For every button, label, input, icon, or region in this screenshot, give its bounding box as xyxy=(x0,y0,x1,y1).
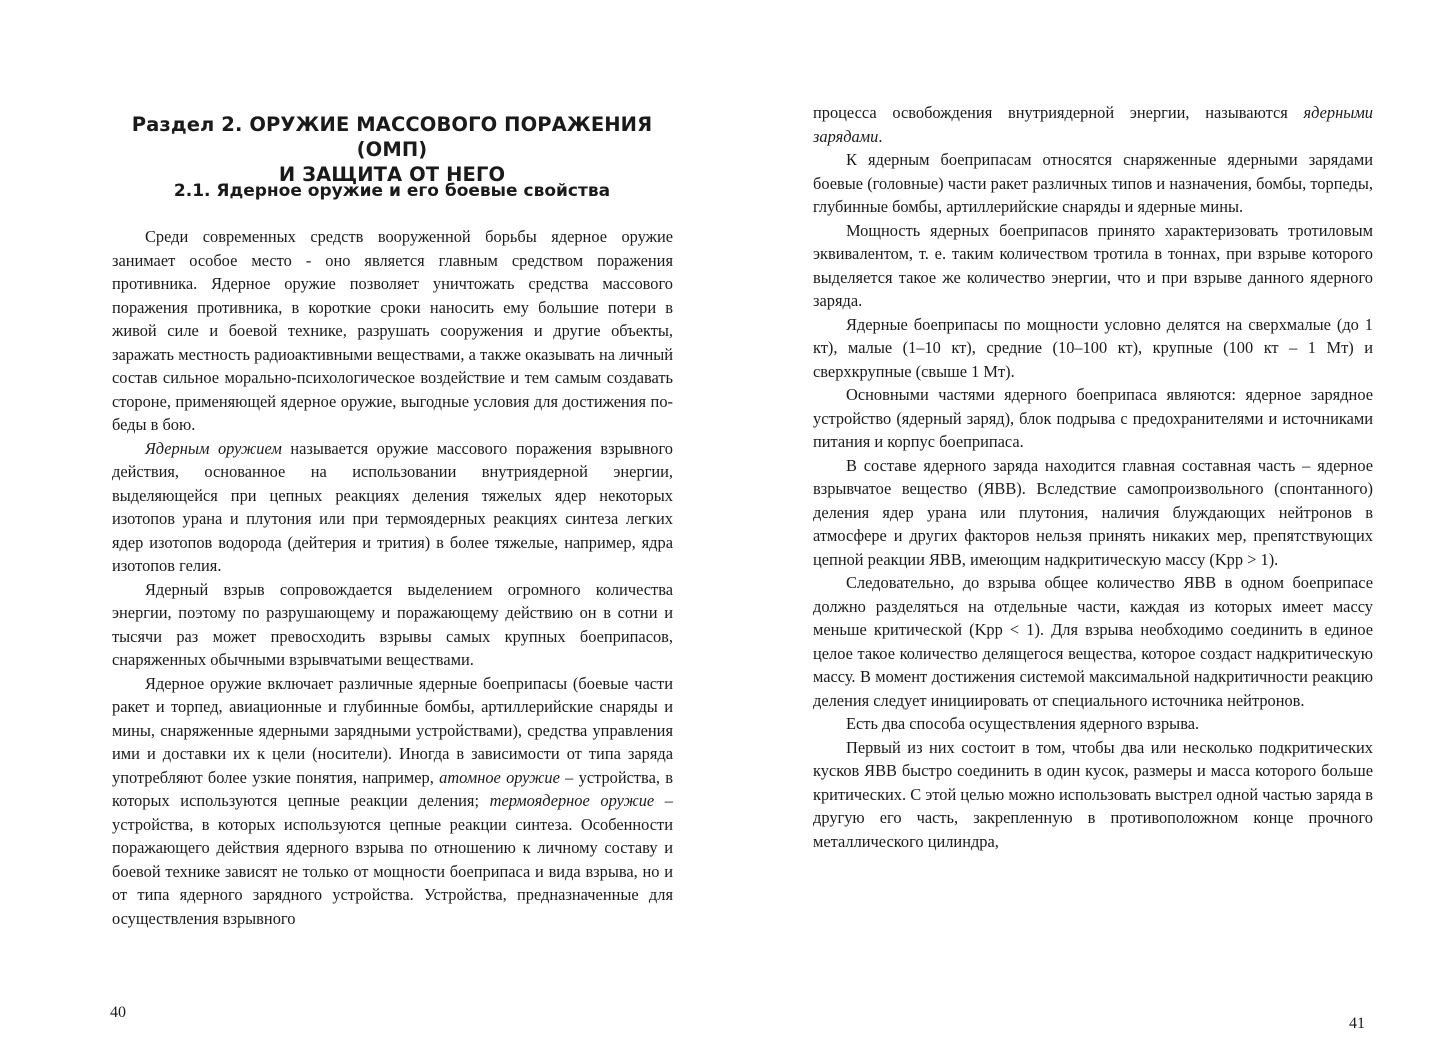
term-italic: атомное оружие xyxy=(439,767,560,787)
paragraph: Есть два способа осуществления ядерного взрыва. xyxy=(846,714,1200,733)
paragraph: Мощность ядерных боеприпасов принято характеризовать тротиловым эквивалентом, т. е. таким количеством тротила в тоннах, при взрыве которого выделяется такое же количество энергии, что и при взрыве данного ядерного заряда. xyxy=(813,220,1373,310)
section-title xyxy=(112,112,672,187)
paragraph-text: . xyxy=(878,126,883,146)
paragraph: Ядерные боеприпасы по мощности условно делятся на сверхмалые (до 1 кт), малые (1–10 кт), средние (10–100 кт), крупные (100 кт – 1 Мт) и сверхкрупные (свыше 1 Мт). xyxy=(813,314,1373,381)
paragraph xyxy=(112,437,673,578)
paragraph-text: – устройства, в которых используются цепные реакции деления; xyxy=(112,767,673,810)
paragraph-text: называется оружие массового поражения взрывного действия, основанное на использовании внутриядерной энергии, выделяющейся при цепных реакциях деления тяжелых ядер некоторых изотопов урана и плутония или при термоядерных реакциях синтеза легких ядер изотопов водорода (дейтерия и трития) в более тяжелые, например, ядра изотопов гелия. xyxy=(112,438,673,575)
subsection-title: 2.1. Ядерное оружие и его боевые свойства xyxy=(173,181,611,201)
paragraph: К ядерным боеприпасам относятся снаряженные ядерными зарядами боевые (головные) части ракет различных типов и назначения, бомбы, торпеды, глубинные бомбы, артиллерийские снаряды и ядерные мины. xyxy=(813,150,1373,216)
paragraph xyxy=(813,101,1373,148)
paragraph-text: процесса освобождения внутриядерной энергии, называются xyxy=(813,103,1304,122)
paragraph: Основными частями ядерного боеприпаса являются: ядерное зарядное устройство (ядерный заряд), блок подрыва с предохранителями и источниками питания и корпус боеприпаса. xyxy=(813,385,1373,451)
paragraph-text: Ядерное оружие включает различные ядерные боеприпасы (боевые части ракет и торпед, авиационные и глубинные бомбы, артиллерийские снаряды и мины, снаряженные ядерными зарядными устройствами), средства управления ими и доставки их к цели (носители). Иногда в зависимости от типа заряда употребляют более узкие понятия, например, xyxy=(112,673,673,787)
paragraph: Среди современных средств вооруженной борьбы ядерное оружие занимает особое место - оно является главным средством поражения противника. Ядерное оружие позволяет уничтожать средства массового поражения противника, в короткие сроки наносить ему большие потери в живой силе и боевой технике, разрушать сооружения и другие объекты, заражать местность радиоактивными веществами, а также оказывать на личный состав сильное морально-психологическое воздействие и тем самым создавать стороне, применяющей ядерное оружие, выгодные условия для достижения победы в бою. xyxy=(112,227,673,434)
page-number: 40 xyxy=(110,1004,126,1021)
paragraph xyxy=(112,672,673,931)
term-italic: термоядерное оружие xyxy=(489,791,655,810)
paragraph: Ядерный взрыв сопровождается выделением огромного количества энергии, поэтому по разрушающему и поражающему действию он в сотни и тысячи раз может превосходить взрывы самых крупных боеприпасов, снаряженных обычными взрывчатыми веществами. xyxy=(112,579,673,669)
left-body-text xyxy=(112,225,673,930)
section-title-line1: Раздел 2. ОРУЖИЕ МАССОВОГО ПОРАЖЕНИЯ (ОМП) xyxy=(131,113,653,161)
right-body-text xyxy=(813,101,1373,853)
paragraph: Следовательно, до взрыва общее количество ЯВВ в одном боеприпасе должно разделяться на отдельные части, каждая из которых имеет массу меньше критической (Kрр < 1). Для взрыва необходимо соединить в единое целое такое количество делящегося вещества, которое создаст надкритическую массу. В момент достижения системой максимальной надкритичности реакцию деления следует инициировать от специального источника нейтронов. xyxy=(813,573,1373,710)
paragraph-text: – устройства, в которых используются цепные реакции синтеза. Особенности поражающего действия ядерного взрыва по отношению к личному составу и боевой технике зависят не только от мощности боеприпаса и вида взрыва, но и от типа ядерного зарядного устройства. Устройства, предназначенные для осуществления взрывного xyxy=(112,791,674,928)
right-page xyxy=(725,0,1450,1045)
paragraph: Первый из них состоит в том, чтобы два или несколько подкритических кусков ЯВВ быстро соединить в один кусок, размеры и масса которого больше критических. С этой целью можно использовать выстрел одной частью заряда в другую его часть, закрепленную в противоположном конце прочного металлического цилиндра, xyxy=(813,737,1373,851)
term-italic: Ядерным оружием xyxy=(145,438,282,458)
section-title-line2: И ЗАЩИТА ОТ НЕГО xyxy=(278,163,506,186)
term-italic: ядерными зарядами xyxy=(813,103,1373,146)
paragraph: В составе ядерного заряда находится главная составная часть – ядерное взрывчатое вещество (ЯВВ). Вследствие самопроизвольного (спонтанного) деления ядер урана или плутония, наличия блуждающих нейтронов в атмосфере и других факторов нельзя принять никаких мер, препятствующих цепной реакции ЯВВ, имеющим надкритическую массу (Kрр > 1). xyxy=(813,455,1373,569)
page-number: 41 xyxy=(1349,1015,1365,1032)
